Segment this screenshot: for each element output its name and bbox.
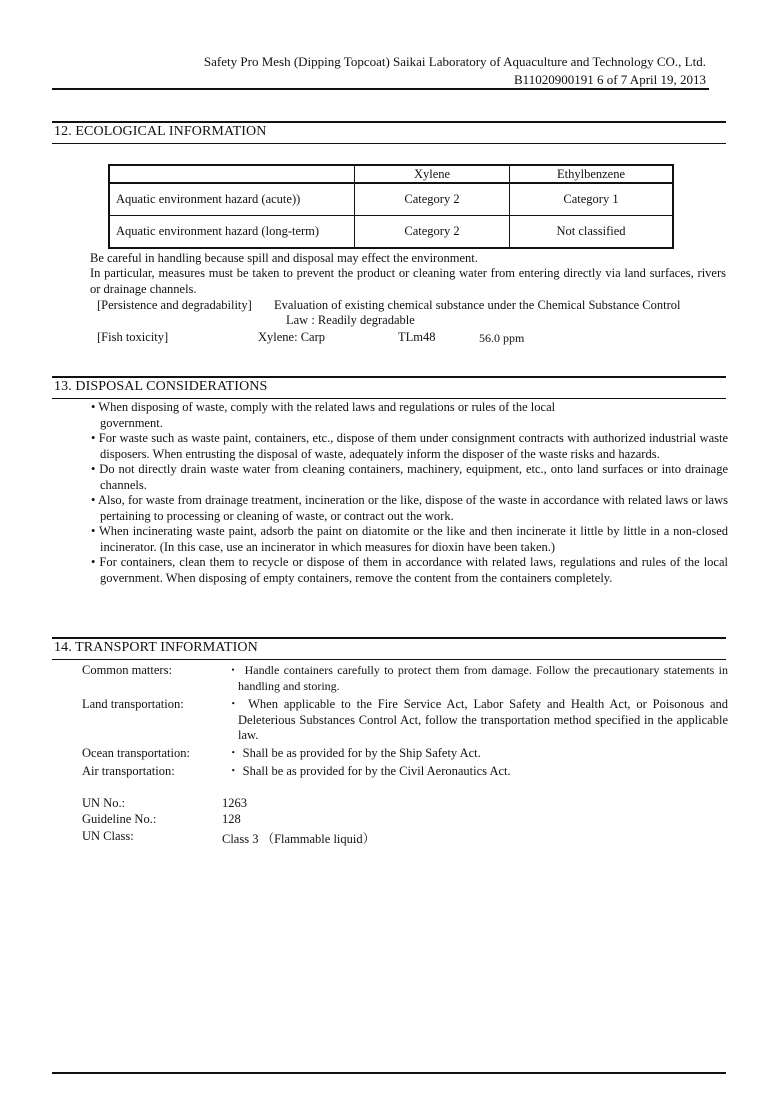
table-cell: Category 2 xyxy=(355,216,510,249)
land-transportation-value: ・ When applicable to the Fire Service Act, Labor Safety and Health Act, or Poisonous and Deleterious Substances Control Act, follow the transportation method specified in the applicable law. xyxy=(227,697,728,742)
fish-toxicity-metric: TLm48 xyxy=(398,330,436,344)
table-header-cell: Xylene xyxy=(355,165,510,183)
table-cell: Category 2 xyxy=(355,183,510,216)
ocean-transportation-value: ・ Shall be as provided for by the Ship Safety Act. xyxy=(227,746,481,760)
section-13-title: 13. DISPOSAL CONSIDERATIONS xyxy=(54,379,268,394)
common-matters-label: Common matters: xyxy=(82,663,172,677)
ocean-transportation-label: Ocean transportation: xyxy=(82,746,190,760)
persistence-result: Law : Readily degradable xyxy=(286,313,415,327)
document-header-title: Safety Pro Mesh (Dipping Topcoat) Saikai Laboratory of Aquaculture and Technology CO., Ltd. xyxy=(203,54,706,69)
air-transportation-value: ・ Shall be as provided for by the Civil Aeronautics Act. xyxy=(227,764,511,778)
table-header-row xyxy=(109,165,673,183)
un-class-label: UN Class: xyxy=(82,829,134,843)
ecological-hazard-table xyxy=(108,164,674,249)
table-header-cell: Ethylbenzene xyxy=(510,165,674,183)
list-item: • Also, for waste from drainage treatment, incineration or the like, dispose of the waste in accordance with related laws or laws pertaining to processing or cleaning of waste, or contract out the work. xyxy=(91,493,728,523)
list-item: • Do not directly drain waste water from cleaning containers, machinery, equipment, etc., onto land surfaces or into drainage channels. xyxy=(91,462,728,492)
persistence-text: Evaluation of existing chemical substance under the Chemical Substance Control xyxy=(274,298,681,312)
list-item: • For waste such as waste paint, containers, etc., dispose of them under consignment contracts with authorized industrial waste disposers. When entrusting the disposal of waste, adequately inform the disposer of the waste risks and hazards. xyxy=(91,431,728,461)
air-transportation-text xyxy=(224,764,728,780)
air-transportation-label: Air transportation: xyxy=(82,764,175,778)
section-12-title: 12. ECOLOGICAL INFORMATION xyxy=(54,124,267,139)
table-cell: Aquatic environment hazard (long-term) xyxy=(109,216,355,249)
list-item: • When incinerating waste paint, adsorb the paint on diatomite or the like and then incinerate it little by little in a non-closed incinerator. (In this case, use an incinerator in which measures for dioxin have been taken.) xyxy=(91,524,728,554)
section-13-top-rule xyxy=(52,376,726,378)
table-row xyxy=(109,183,673,216)
list-item: government. xyxy=(100,415,163,430)
land-transportation-label: Land transportation: xyxy=(82,697,184,711)
ecology-measures-text: In particular, measures must be taken to prevent the product or cleaning water from entering directly via land surfaces, rivers or drainage channels. xyxy=(90,266,726,296)
fish-toxicity-label: [Fish toxicity] xyxy=(97,330,169,344)
fish-toxicity-species: Xylene: Carp xyxy=(258,330,325,344)
un-number-value: 1263 xyxy=(222,796,247,810)
section-13-bottom-rule xyxy=(52,398,726,399)
ocean-transportation-text xyxy=(224,746,728,762)
guideline-label: Guideline No.: xyxy=(82,812,157,826)
table-cell: Category 1 xyxy=(510,183,674,216)
common-matters-text xyxy=(224,663,728,694)
fish-toxicity-value: 56.0 ppm xyxy=(479,331,525,345)
un-class-value: Class 3 （Flammable liquid） xyxy=(222,832,376,846)
document-header-ref: B11020900191 6 of 7 April 19, 2013 xyxy=(514,72,706,87)
table-row xyxy=(109,216,673,249)
persistence-label: [Persistence and degradability] xyxy=(97,298,252,312)
section-14-top-rule xyxy=(52,637,726,639)
common-matters-value: ・ Handle containers carefully to protect them from damage. Follow the precautionary statements in handling and storing. xyxy=(227,663,728,693)
guideline-value: 128 xyxy=(222,812,241,826)
header-rule xyxy=(52,88,709,90)
section-12-top-rule xyxy=(52,121,726,123)
un-number-label: UN No.: xyxy=(82,796,126,810)
section-14-bottom-rule xyxy=(52,659,726,660)
list-item: • For containers, clean them to recycle or dispose of them in accordance with related laws, regulations and rules of the local government. When disposing of empty containers, remove the content from the containers completely. xyxy=(91,555,728,585)
ecology-caution-text: Be careful in handling because spill and disposal may effect the environment. xyxy=(90,251,478,265)
list-item: • When disposing of waste, comply with the related laws and regulations or rules of the local xyxy=(91,400,556,414)
table-cell: Not classified xyxy=(510,216,674,249)
disposal-list xyxy=(88,400,728,586)
table-header-cell xyxy=(109,165,355,183)
footer-rule xyxy=(52,1072,726,1074)
table-cell: Aquatic environment hazard (acute)) xyxy=(109,183,355,216)
section-12-bottom-rule xyxy=(52,143,726,144)
section-14-title: 14. TRANSPORT INFORMATION xyxy=(54,640,258,655)
land-transportation-text xyxy=(224,697,728,744)
